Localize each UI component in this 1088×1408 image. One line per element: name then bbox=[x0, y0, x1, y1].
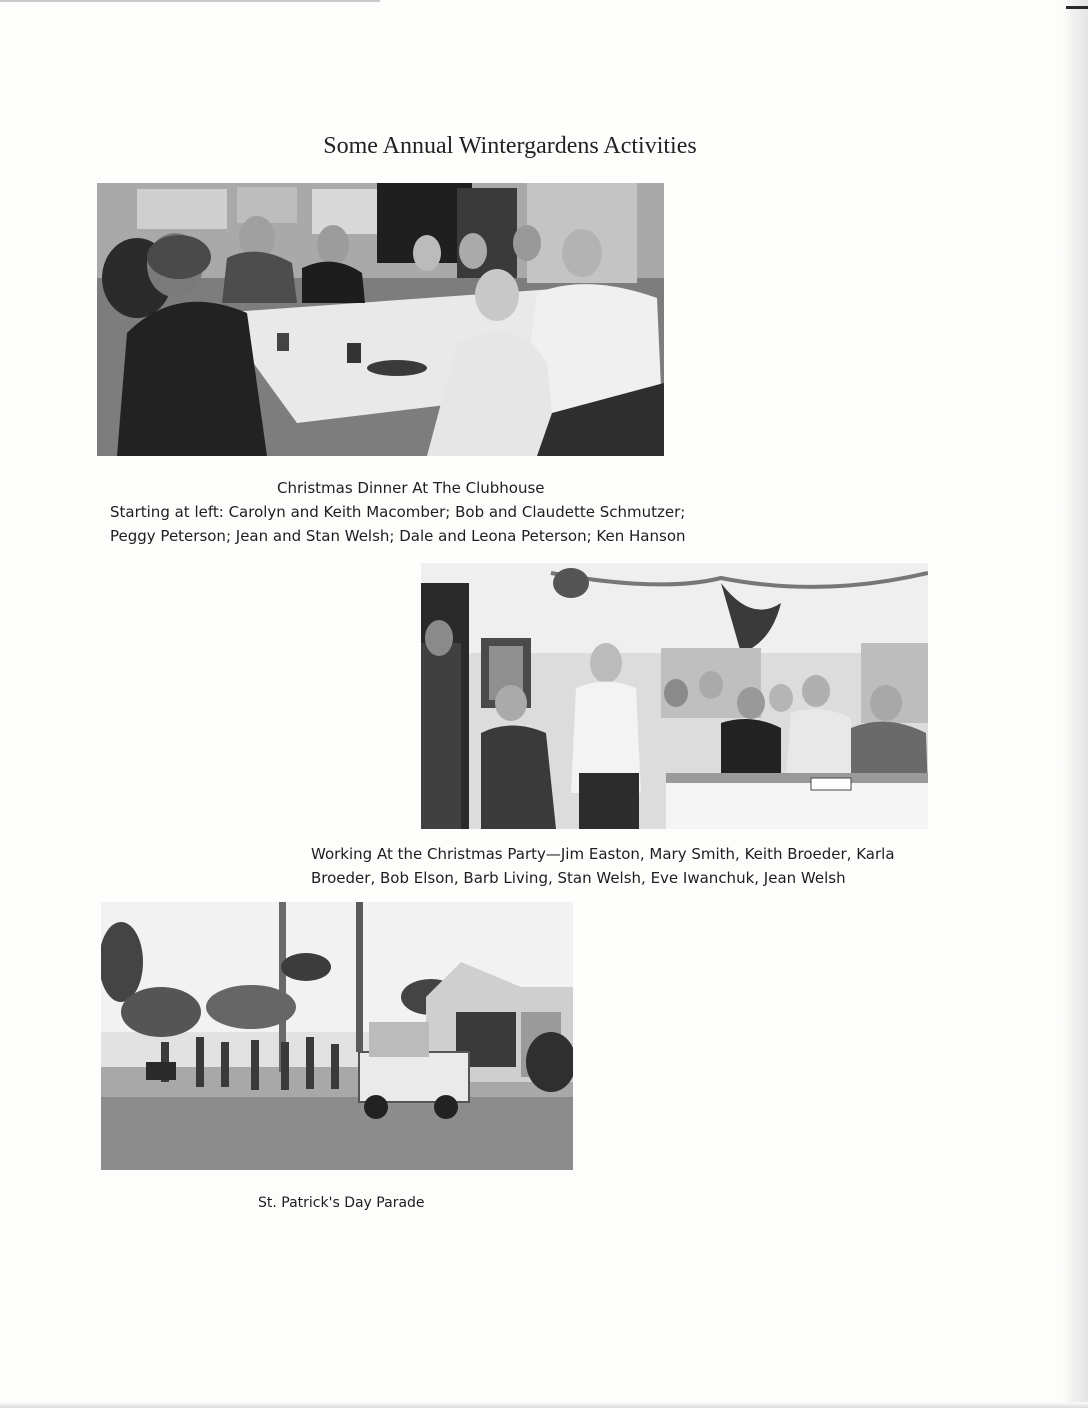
christmas-party-photo bbox=[421, 563, 928, 829]
scan-edge-top bbox=[0, 0, 380, 2]
christmas-dinner-photo bbox=[97, 183, 664, 456]
christmas-dinner-caption-line-1: Christmas Dinner At The Clubhouse bbox=[277, 479, 545, 497]
page-title: Some Annual Wintergardens Activities bbox=[323, 133, 697, 159]
scan-mark-right bbox=[1066, 6, 1088, 9]
christmas-dinner-caption-line-2: Starting at left: Carolyn and Keith Macomber; Bob and Claudette Schmutzer; bbox=[110, 503, 686, 521]
christmas-party-caption-line-2: Broeder, Bob Elson, Barb Living, Stan Welsh, Eve Iwanchuk, Jean Welsh bbox=[311, 869, 846, 887]
st-patricks-parade-photo bbox=[101, 902, 573, 1170]
christmas-dinner-caption-line-3: Peggy Peterson; Jean and Stan Welsh; Dale and Leona Peterson; Ken Hanson bbox=[110, 527, 686, 545]
scan-edge-right bbox=[1062, 0, 1088, 1408]
st-patricks-parade-caption: St. Patrick's Day Parade bbox=[258, 1195, 425, 1211]
scan-edge-bottom bbox=[0, 1402, 1088, 1408]
christmas-party-caption-line-1: Working At the Christmas Party—Jim Easton, Mary Smith, Keith Broeder, Karla bbox=[311, 845, 895, 863]
